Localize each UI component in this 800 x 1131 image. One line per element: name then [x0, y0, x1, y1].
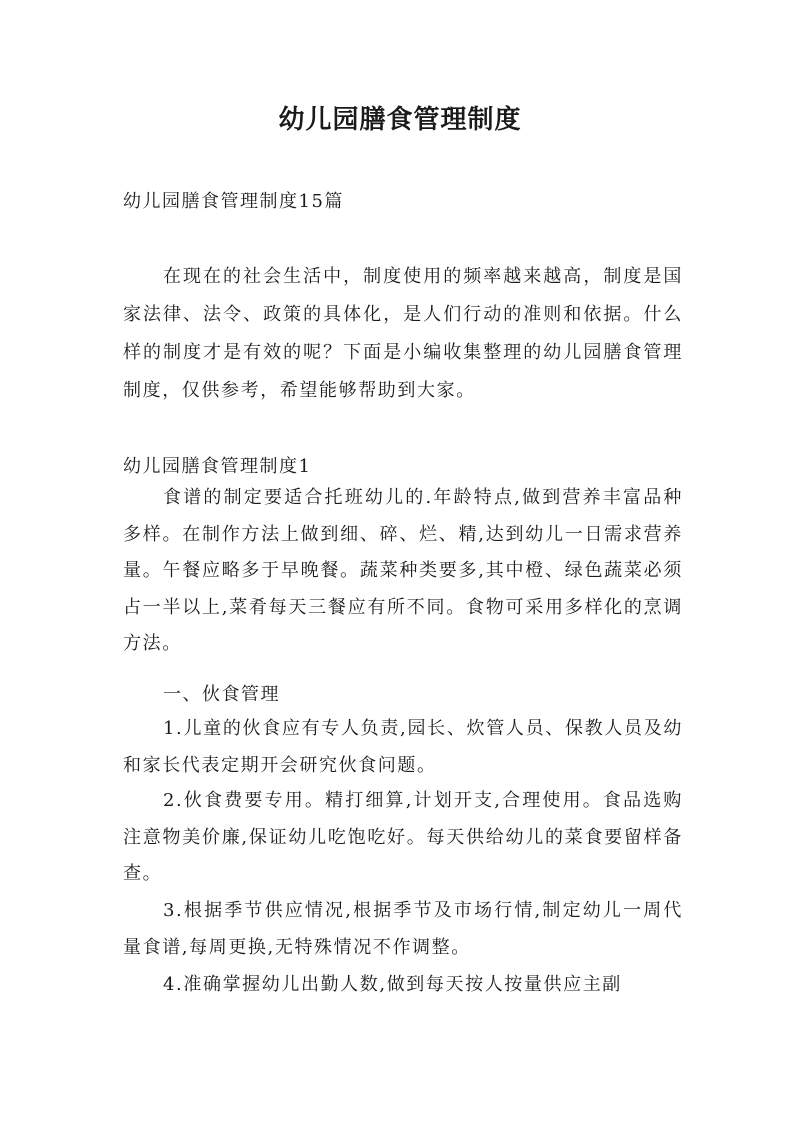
- list-item: 4.准确掌握幼儿出勤人数,做到每天按人按量供应主副: [163, 974, 622, 995]
- section-subheading: 一、伙食管理: [163, 684, 280, 705]
- intro-paragraph: 在现在的社会生活中，制度使用的频率越来越高，制度是国家法律、法令、政策的具体化，是人们行动的准则和依据。什么样的制度才是有效的呢？下面是小编收集整理的幼儿园膳食管理制度，仅供参考，希望能够帮助到大家。: [123, 266, 683, 401]
- document-title: 幼儿园膳食管理制度: [278, 105, 522, 135]
- list-item: 2.伙食费要专用。精打细算,计划开支,合理使用。食品选购注意物美价廉,保证幼儿吃饱吃好。每天供给幼儿的菜食要留样备查。: [123, 790, 683, 884]
- list-item: 3.根据季节供应情况,根据季节及市场行情,制定幼儿一周代量食谱,每周更换,无特殊情况不作调整。: [123, 900, 683, 958]
- document-subtitle: 幼儿园膳食管理制度15篇: [123, 191, 344, 212]
- section-paragraph: 食谱的制定要适合托班幼儿的.年龄特点,做到营养丰富品种多样。在制作方法上做到细、碎、烂、精,达到幼儿一日需求营养量。午餐应略多于早晚餐。蔬菜种类要多,其中橙、绿色蔬菜必须占一半以上,菜肴每天三餐应有所不同。食物可采用多样化的烹调方法。: [123, 487, 683, 654]
- section-heading: 幼儿园膳食管理制度1: [123, 456, 312, 477]
- list-item: 1.儿童的伙食应有专人负责,园长、炊管人员、保教人员及幼和家长代表定期开会研究伙食问题。: [123, 718, 683, 776]
